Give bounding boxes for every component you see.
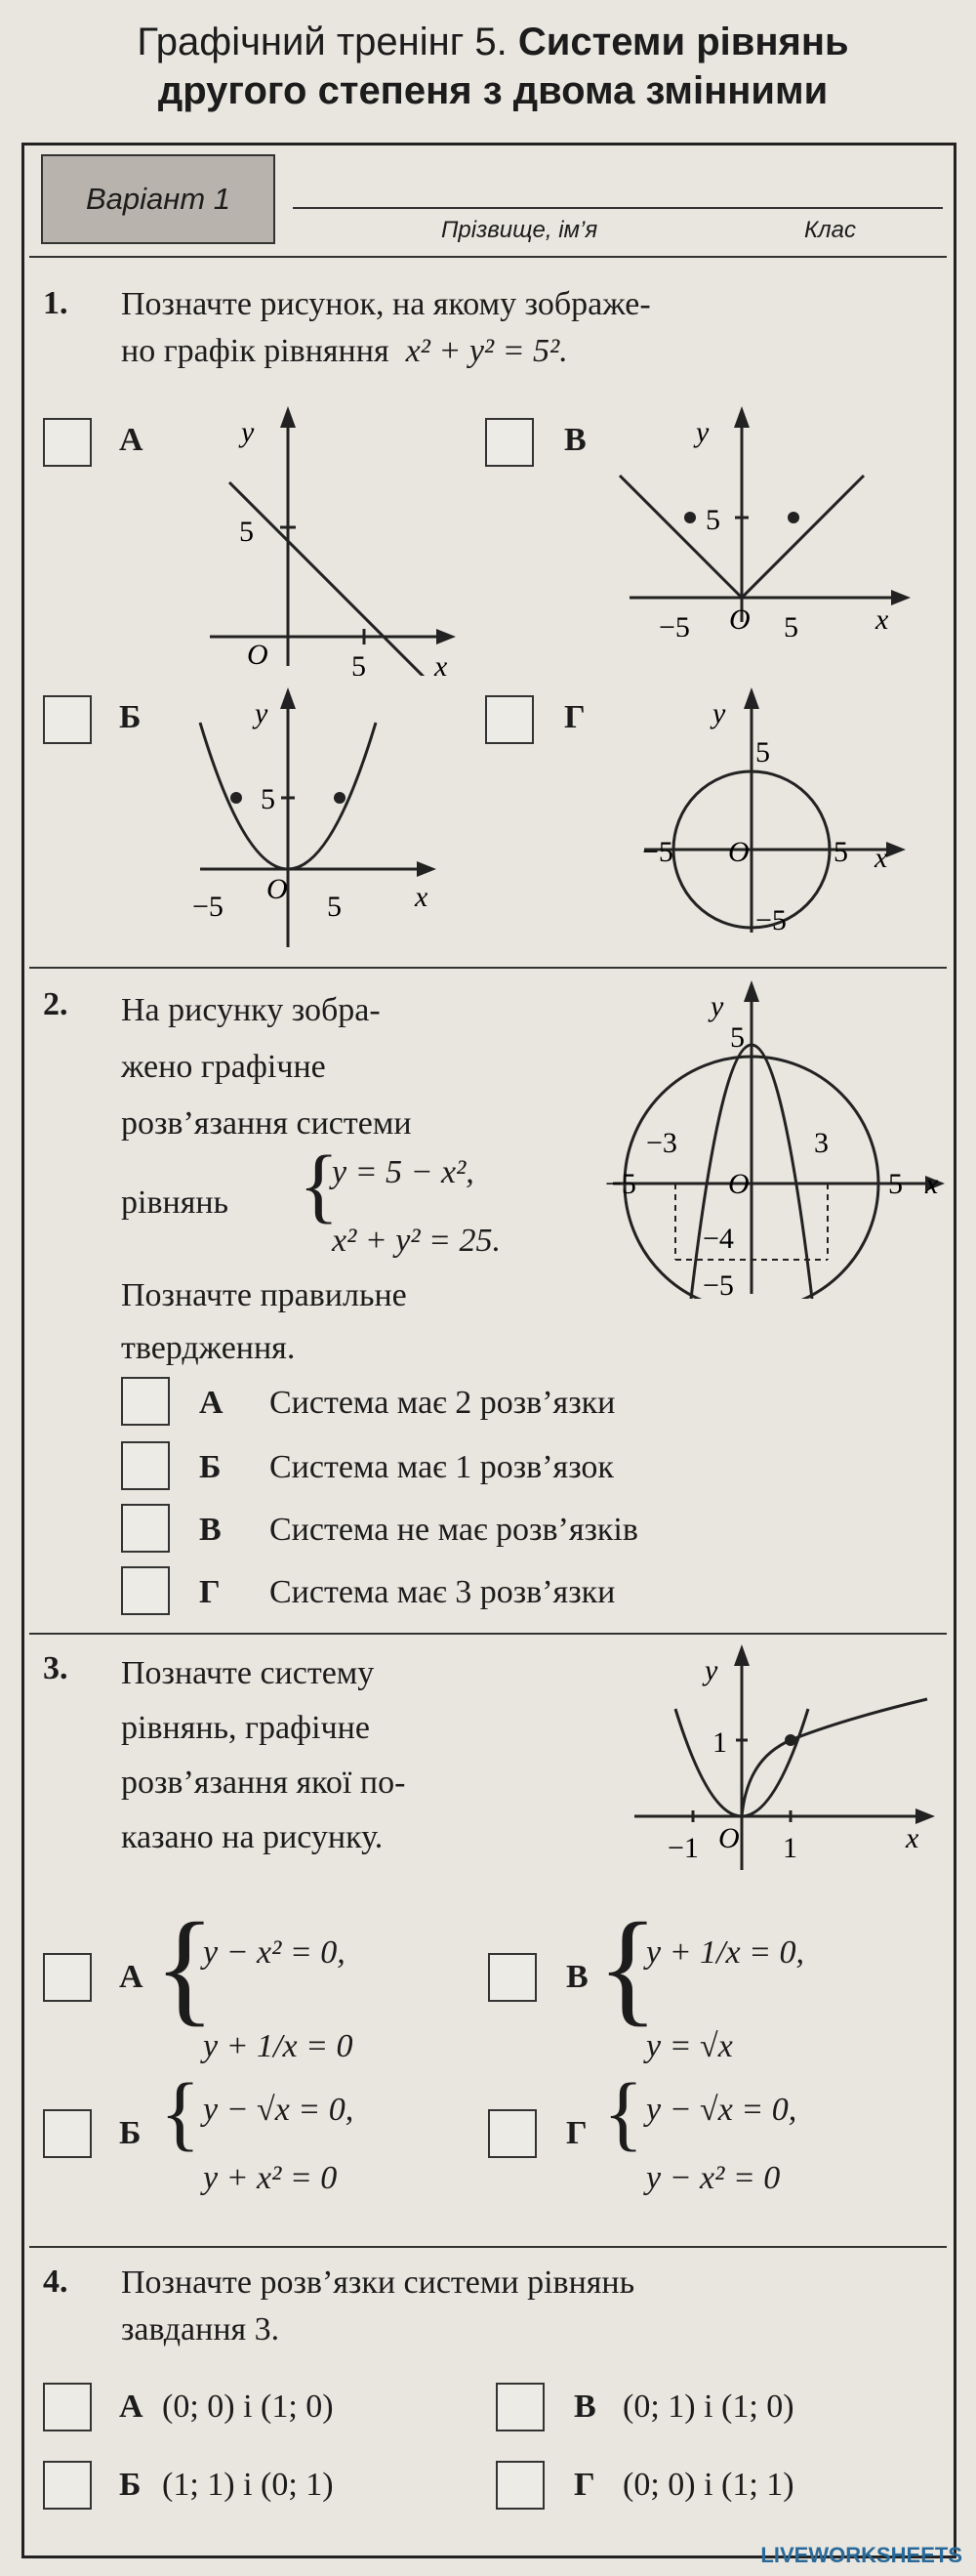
q3-option-b-brace: { [160,2065,201,2159]
q2-option-v-text: Система не має розв’язків [269,1512,638,1548]
svg-text:x: x [415,881,428,913]
svg-text:x: x [925,1168,939,1200]
svg-text:1: 1 [712,1726,727,1759]
svg-text:5: 5 [755,736,770,769]
svg-text:5: 5 [239,516,254,548]
q2-option-a-checkbox[interactable] [121,1377,170,1426]
q4-option-v-checkbox[interactable] [496,2383,545,2431]
svg-text:O: O [266,873,288,905]
q3-graph [615,1641,947,1875]
q3-option-g-system: y − √x = 0, y − x² = 0 [646,2092,797,2196]
q4-option-g-label: Г [574,2467,595,2503]
svg-text:x: x [434,650,448,676]
class-label: Клас [804,217,857,243]
svg-text:O: O [247,639,268,671]
svg-text:−5: −5 [605,1168,636,1200]
q3-text: Позначте систему рівнянь, графічне розв’язання якої по- казано на рисунку. [121,1655,406,1855]
q2-system: y = 5 − x², x² + y² = 25. [332,1154,501,1259]
q3-option-g-checkbox[interactable] [488,2109,537,2158]
q1-option-b-label: Б [119,699,142,735]
q2-option-a-text: Система має 2 розв’язки [269,1385,616,1421]
svg-text:−3: −3 [646,1127,677,1159]
q1-option-g-checkbox[interactable] [485,695,534,744]
svg-text:−5: −5 [755,904,787,936]
svg-text:y: y [711,990,724,1022]
svg-text:−5: −5 [642,836,673,868]
q1-option-g-label: Г [564,699,586,735]
svg-text:5: 5 [327,891,342,923]
q3-option-v-system: y + 1/x = 0, y = √x [646,1934,805,2064]
q3-option-g-brace: { [603,2065,644,2159]
q2-system-label: рівнянь [121,1184,229,1221]
q1-option-v-checkbox[interactable] [485,418,534,467]
svg-text:5: 5 [706,504,720,536]
q2-option-b-text: Система має 1 розв’язок [269,1449,614,1485]
q4-option-b-checkbox[interactable] [43,2461,92,2510]
svg-text:x: x [874,842,888,874]
svg-text:−5: −5 [192,891,224,923]
q3-option-g-label: Г [566,2115,588,2151]
svg-text:5: 5 [351,650,366,676]
svg-text:O: O [728,1168,750,1200]
q1-graph-v [610,402,932,637]
watermark: LIVEWORKSHEETS [760,2543,962,2567]
q1-text: Позначте рисунок, на якому зображе- но графік рівняння x² + y² = 5². [121,286,651,369]
svg-text:−1: −1 [668,1832,699,1864]
q3-option-v-checkbox[interactable] [488,1953,537,2002]
q2-option-b-checkbox[interactable] [121,1441,170,1490]
q2-option-v-label: В [199,1512,222,1548]
svg-text:−4: −4 [703,1223,734,1255]
q2-option-g-checkbox[interactable] [121,1566,170,1615]
svg-text:5: 5 [261,783,275,815]
svg-text:y: y [705,1654,718,1686]
svg-text:x: x [875,603,889,636]
q2-option-a-label: А [199,1385,224,1421]
q2-number: 2. [43,986,68,1022]
q3-option-b-checkbox[interactable] [43,2109,92,2158]
name-label: Прізвище, ім’я [441,217,598,243]
page-title: Графічний тренінг 5. Системи рівнянь другого степеня з двома змінними [137,21,849,112]
q3-option-a-system: y − x² = 0, y + 1/x = 0 [203,1934,353,2064]
svg-text:3: 3 [814,1127,829,1159]
q2-system-brace: { [299,1138,340,1231]
q4-option-g-text: (0; 0) і (1; 1) [623,2467,794,2503]
q1-number: 1. [43,285,68,321]
q3-option-a-label: А [119,1959,143,1995]
svg-text:O: O [718,1822,740,1854]
q3-number: 3. [43,1650,68,1686]
q1-equation: x² + y² = 5². [405,333,568,369]
divider [29,256,947,258]
q2-option-g-text: Система має 3 розв’язки [269,1574,616,1610]
svg-text:O: O [728,836,750,868]
q2-prompt: Позначте правильне твердження. [121,1277,407,1366]
q1-option-b-checkbox[interactable] [43,695,92,744]
q4-option-a-checkbox[interactable] [43,2383,92,2431]
svg-text:y: y [255,697,268,729]
q3-option-a-brace: { [154,1897,216,2038]
q4-option-b-label: Б [119,2467,142,2503]
svg-text:5: 5 [784,611,798,637]
q3-option-a-checkbox[interactable] [43,1953,92,2002]
divider [29,967,947,969]
q1-option-a-label: А [119,422,143,458]
q2-option-g-label: Г [199,1574,221,1610]
svg-text:5: 5 [730,1021,745,1054]
q4-option-a-label: А [119,2389,143,2425]
variant-badge: Варіант 1 [41,154,275,244]
svg-text:5: 5 [834,836,848,868]
divider [29,1633,947,1635]
q3-option-b-system: y − √x = 0, y + x² = 0 [203,2092,354,2196]
svg-text:y: y [241,416,255,448]
q2-option-v-checkbox[interactable] [121,1504,170,1553]
q1-graph-b [181,684,454,952]
svg-text:y: y [712,697,726,729]
divider [29,2246,947,2248]
svg-text:1: 1 [783,1832,797,1864]
q4-option-v-text: (0; 1) і (1; 0) [623,2389,794,2425]
svg-text:−5: −5 [659,611,690,637]
q4-option-a-text: (0; 0) і (1; 0) [162,2389,334,2425]
q4-number: 4. [43,2264,68,2300]
q2-text: На рисунку зобра- жено графічне розв’язання системи [121,992,412,1142]
q1-graph-a [171,402,464,676]
q1-option-a-checkbox[interactable] [43,418,92,467]
q3-option-v-brace: { [597,1897,659,2038]
q4-option-b-text: (1; 1) і (0; 1) [162,2467,334,2503]
q3-option-v-label: В [566,1959,589,1995]
svg-text:−5: −5 [703,1269,734,1299]
q4-text: Позначте розв’язки системи рівнянь завдання 3. [121,2264,635,2347]
q4-option-g-checkbox[interactable] [496,2461,545,2510]
q3-option-b-label: Б [119,2115,142,2151]
svg-text:O: O [729,603,751,636]
name-input-line[interactable] [293,207,943,209]
q2-option-b-label: Б [199,1449,222,1485]
svg-text:5: 5 [888,1168,903,1200]
q2-graph [605,976,956,1299]
svg-text:x: x [906,1822,919,1854]
q1-graph-g [634,684,927,947]
svg-text:y: y [696,416,710,448]
q1-option-v-label: В [564,422,587,458]
q4-option-v-label: В [574,2389,596,2425]
